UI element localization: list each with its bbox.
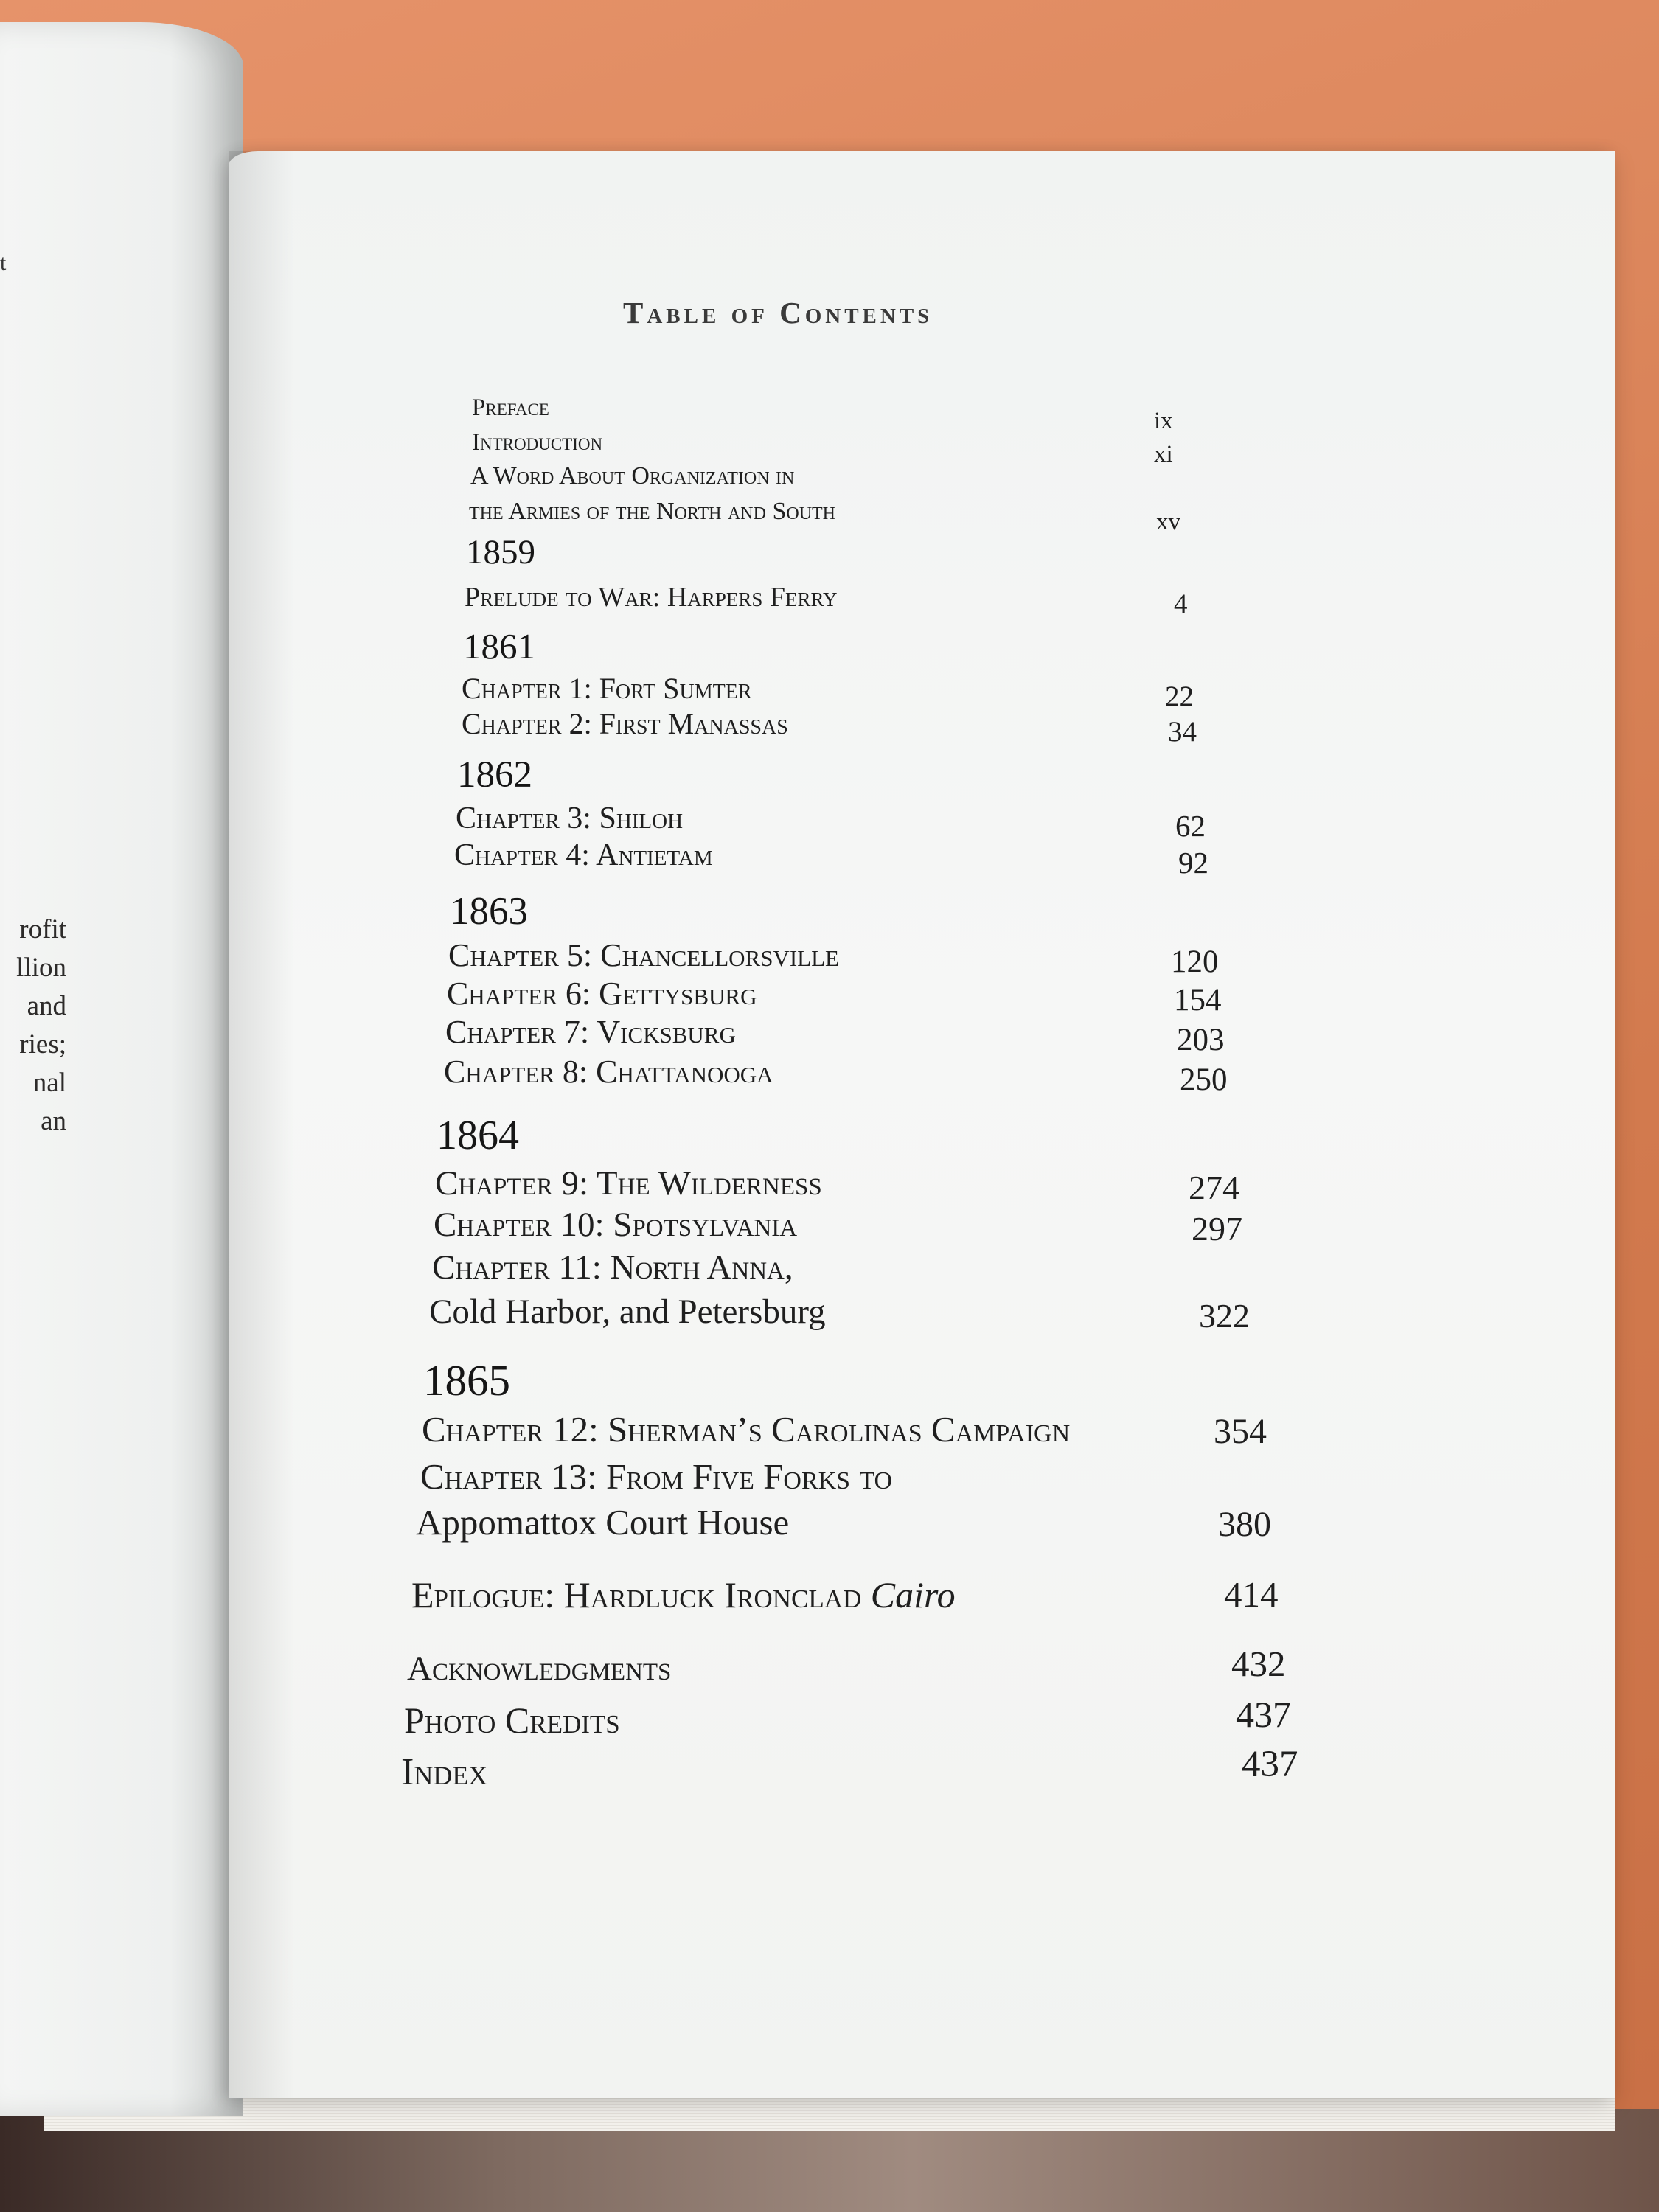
left-fragment: nal	[32, 1068, 66, 1098]
toc-entry: Chapter 10: Spotsylvania	[434, 1206, 798, 1244]
toc-entry: Chapter 2: First Manassas	[462, 707, 788, 740]
gutter-shadow	[229, 151, 295, 2098]
toc-page: 322	[1199, 1297, 1250, 1335]
toc-page: 22	[1165, 681, 1194, 712]
epilogue-italic-title: Cairo	[870, 1574, 956, 1615]
toc-page: 274	[1189, 1169, 1239, 1206]
toc-entry: Prelude to War: Harpers Ferry	[465, 582, 838, 613]
toc-page: 203	[1177, 1023, 1225, 1057]
toc-page-organization: xv	[1156, 509, 1180, 535]
toc-entry-preface: Preface	[472, 394, 549, 421]
toc-entry: Chapter 9: The Wilderness	[435, 1164, 822, 1203]
toc-entry: Chapter 12: Sherman’s Carolinas Campaign	[422, 1409, 1071, 1450]
toc-entry: Chapter 5: Chancellorsville	[448, 937, 839, 973]
toc-page: 92	[1178, 846, 1208, 880]
toc-entry: Chapter 11: North Anna,	[432, 1248, 793, 1287]
left-fragment: and	[27, 991, 66, 1021]
toc-entry-organization-1: A Word About Organization in	[470, 462, 795, 490]
toc-page-acknowledgments: 432	[1231, 1644, 1286, 1684]
toc-page: 380	[1218, 1505, 1271, 1544]
toc-entry-index: Index	[401, 1751, 488, 1793]
toc-entry: Chapter 8: Chattanooga	[444, 1054, 773, 1090]
left-page-mark: t	[0, 251, 7, 275]
toc-title: Table of Contents	[623, 296, 933, 330]
toc-entry: Chapter 3: Shiloh	[456, 801, 684, 835]
toc-entry-epilogue	[411, 1573, 956, 1616]
toc-page-preface: ix	[1154, 408, 1173, 434]
toc-entry: Cold Harbor, and Petersburg	[429, 1293, 826, 1331]
toc-page-photo-credits: 437	[1236, 1694, 1291, 1735]
toc-entry: Chapter 6: Gettysburg	[447, 975, 757, 1012]
toc-page-index: 437	[1242, 1744, 1298, 1785]
toc-entry: Appomattox Court House	[416, 1502, 790, 1543]
toc-entry-acknowledgments: Acknowledgments	[407, 1649, 672, 1688]
left-fragment: llion	[16, 953, 66, 983]
toc-page: 250	[1180, 1062, 1228, 1097]
year-heading: 1864	[437, 1113, 519, 1158]
left-fragment: rofit	[19, 914, 66, 945]
epilogue-label: Epilogue: Hardluck Ironclad	[411, 1574, 871, 1615]
toc-page-introduction: xi	[1154, 441, 1173, 467]
toc-page-epilogue: 414	[1224, 1574, 1279, 1615]
toc-entry-organization-2: the Armies of the North and South	[469, 498, 836, 525]
left-page-text-fragments	[0, 911, 66, 1141]
toc-page: 120	[1171, 945, 1219, 979]
year-heading: 1862	[457, 754, 532, 796]
toc-entry: Chapter 1: Fort Sumter	[462, 672, 752, 705]
left-fragment: ries;	[19, 1029, 66, 1060]
toc-entry: Chapter 7: Vicksburg	[445, 1014, 736, 1050]
year-heading: 1863	[450, 890, 528, 933]
toc-page: 154	[1174, 983, 1222, 1018]
toc-page: 34	[1168, 716, 1197, 748]
toc-page: 62	[1175, 809, 1206, 843]
year-heading: 1859	[466, 533, 535, 571]
toc-entry-introduction: Introduction	[472, 429, 603, 456]
toc-page: 297	[1192, 1210, 1242, 1248]
toc-entry-photo-credits: Photo Credits	[404, 1700, 620, 1741]
toc-entry: Chapter 13: From Five Forks to	[420, 1456, 893, 1497]
toc-entry: Chapter 4: Antietam	[454, 838, 713, 872]
year-heading: 1861	[463, 626, 535, 667]
toc-page: 4	[1174, 589, 1188, 619]
left-fragment: an	[41, 1106, 66, 1136]
year-heading: 1865	[423, 1356, 510, 1405]
toc-page: 354	[1214, 1412, 1267, 1451]
